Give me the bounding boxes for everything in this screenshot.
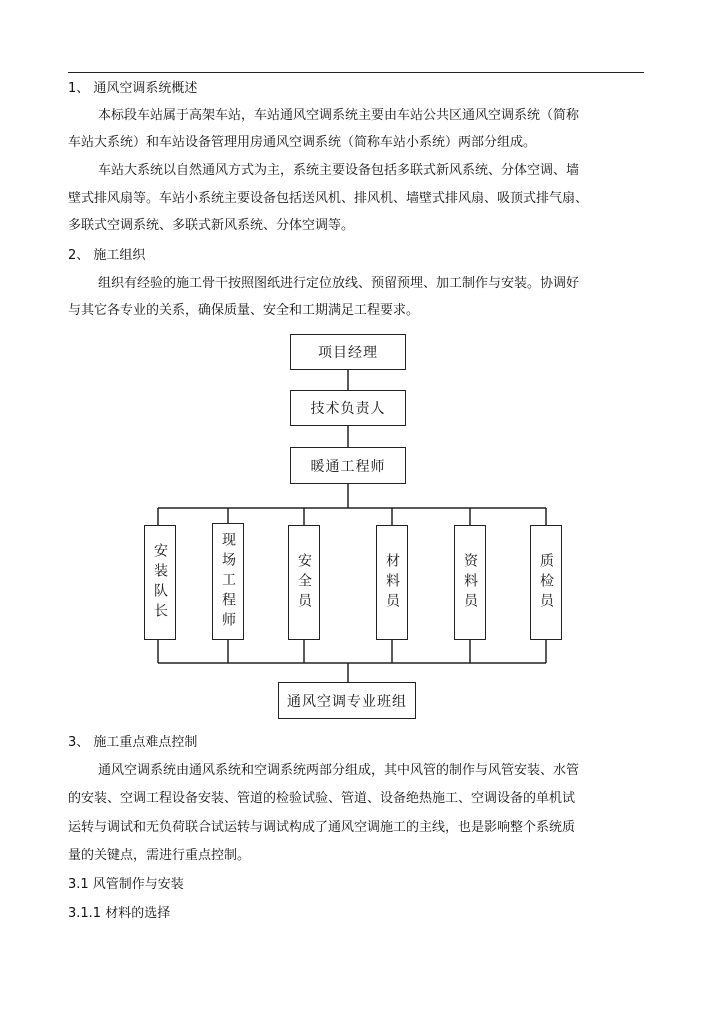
org-box-document-officer-label: 资料员	[462, 552, 478, 613]
org-box-quality-inspector	[530, 525, 562, 640]
section-3-para-line-1: 通风空调系统由通风系统和空调系统两部分组成，其中风管的制作与风管安装、水管	[98, 763, 580, 778]
org-box-project-manager: 项目经理	[290, 334, 406, 370]
section-1-para-2-line-3: 多联式空调系统、多联式新风系统、分体空调等。	[68, 218, 355, 233]
section-3-heading: 3、 施工重点难点控制	[68, 735, 198, 750]
section-1-para-1-line-1: 本标段车站属于高架车站，车站通风空调系统主要由车站公共区通风空调系统（简称	[98, 108, 580, 123]
org-box-installation-leader-label: 安装队长	[152, 542, 168, 623]
org-box-materials-officer	[376, 525, 408, 640]
section-1-para-2-line-2: 壁式排风扇等。车站小系统主要设备包括送风机、排风机、墙壁式排风扇、吸顶式排气扇、	[68, 191, 589, 206]
org-box-materials-officer-label: 材料员	[384, 552, 400, 613]
section-3-para-line-3: 运转与调试和无负荷联合试运转与调试构成了通风空调施工的主线，也是影响整个系统质	[68, 820, 576, 835]
org-box-document-officer	[454, 525, 486, 640]
org-box-hvac-engineer: 暖通工程师	[290, 447, 406, 484]
section-3-para-line-4: 量的关键点，需进行重点控制。	[68, 848, 251, 863]
org-box-hvac-team: 通风空调专业班组	[278, 682, 416, 719]
section-2-heading: 2、 施工组织	[68, 248, 146, 263]
org-box-installation-leader	[144, 525, 176, 640]
section-2-para-line-2: 与其它各专业的关系，确保质量、安全和工期满足工程要求。	[68, 303, 420, 318]
org-box-technical-lead: 技术负责人	[290, 390, 406, 426]
org-box-site-engineer-label: 现场工程师	[220, 531, 236, 632]
section-1-para-2-line-1: 车站大系统以自然通风方式为主，系统主要设备包括多联式新风系统、分体空调、墙	[98, 163, 580, 178]
section-3-1-heading: 3.1 风管制作与安装	[68, 877, 184, 892]
org-box-safety-officer-label: 安全员	[296, 552, 312, 613]
org-box-quality-inspector-label: 质检员	[538, 552, 554, 613]
section-2-para-line-1: 组织有经验的施工骨干按照图纸进行定位放线、预留预埋、加工制作与安装。协调好	[98, 276, 580, 291]
section-3-1-1-heading: 3.1.1 材料的选择	[68, 906, 171, 921]
section-1-para-1-line-2: 车站大系统）和车站设备管理用房通风空调系统（简称车站小系统）两部分组成。	[68, 135, 537, 150]
org-box-safety-officer	[288, 525, 320, 640]
org-box-site-engineer	[212, 523, 244, 640]
section-3-para-line-2: 的安装、空调工程设备安装、管道的检验试验、管道、设备绝热施工、空调设备的单机试	[68, 791, 576, 806]
section-1-heading: 1、 通风空调系统概述	[68, 81, 198, 96]
